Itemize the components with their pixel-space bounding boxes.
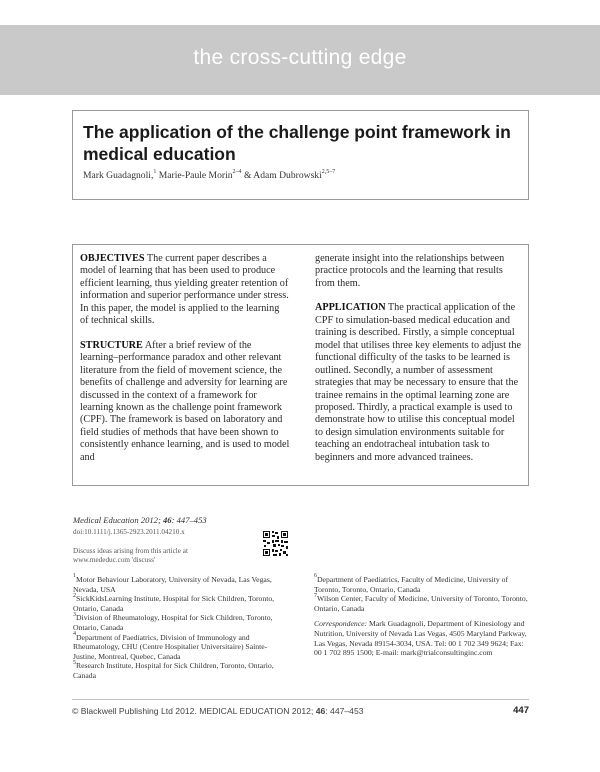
affiliation-marker: 4 <box>73 631 76 637</box>
discuss-line-1: Discuss ideas arising from this article at <box>73 547 188 555</box>
author-affiliation-marker: 2,5–7 <box>321 168 336 175</box>
qr-code-icon[interactable] <box>262 530 289 557</box>
discuss-note <box>73 547 263 565</box>
journal-year: 2012; <box>138 515 163 525</box>
affiliation <box>73 575 285 594</box>
application-heading: APPLICATION <box>315 302 386 314</box>
journal-citation <box>73 515 263 565</box>
affiliation-marker: 3 <box>73 611 76 618</box>
affiliation-marker: 6 <box>314 573 317 580</box>
abstract-application <box>315 302 525 464</box>
footer-volume: 46 <box>315 706 326 716</box>
correspondence <box>314 619 529 657</box>
affiliation <box>314 594 529 613</box>
affiliation <box>73 661 285 680</box>
journal-name: Medical Education <box>73 515 139 525</box>
affiliation-text: SickKidsLearning Institute, Hospital for Sick Children, Toronto, Ontario, Canada <box>73 594 275 613</box>
author-list <box>83 170 523 181</box>
affiliation-text: Department of Paediatrics, Division of Immunology and Rheumatology, CHU (Centre Hospitalier Universitaire) Sainte-Justine, Montreal, Quebec, Canada <box>73 632 268 661</box>
section-banner <box>0 25 600 95</box>
structure-continued: generate insight into the relationships between practice protocols and the learning that results from them. <box>315 253 505 289</box>
page-number: 447 <box>513 705 529 716</box>
author-name: Mark Guadagnoli, <box>83 170 154 181</box>
affiliation-text: Wilson Center, Faculty of Medicine, University of Toronto, Toronto, Ontario, Canada <box>314 594 528 613</box>
affiliation-text: Department of Paediatrics, Faculty of Medicine, University of Toronto, Toronto, Ontario, Canada <box>314 575 509 594</box>
journal-reference <box>73 515 263 526</box>
copyright-text: © Blackwell Publishing Ltd 2012. MEDICAL EDUCATION 2012; <box>72 706 316 716</box>
correspondence-text: Mark Guadagnoli, Department of Kinesiology and Nutrition, University of Nevada Las Vegas, 4505 Maryland Parkway, Las Vegas, Nevada 89154-3034, USA. Tel: 00 1 702 349 9624; Fax: 00 1 702 895 1500; E-mail: mark@trialconsultinginc.com <box>314 619 527 658</box>
abstract-column-right <box>315 253 525 476</box>
section-title: the cross-cutting edge <box>193 46 407 69</box>
abstract-structure <box>80 340 290 465</box>
article-title: The application of the challenge point framework in medical education <box>83 122 511 164</box>
footer-divider <box>72 699 529 700</box>
affiliation-marker: 7 <box>314 592 317 599</box>
affiliation-marker: 5 <box>73 659 76 666</box>
application-text: The practical application of the CPF to simulation-based medical education and training is described. Firstly, a simple conceptual model that utilises three key elements to adjust the functional difficulty of the tasks to be learned is outlined. Secondly, a number of assessment strategies that may be necessary to ensure that the trainee remains in the optimal learning zone are proposed. Thirdly, a practical example is used to demonstrate how to utilise this conceptual model to design simulation environments suitable for teaching an endotracheal intubation task to beginners and more advanced trainees. <box>315 302 521 463</box>
doi[interactable]: doi:10.1111/j.1365-2923.2011.04210.x <box>73 528 185 536</box>
affiliation <box>314 575 529 594</box>
affiliation-text: Motor Behaviour Laboratory, University of Nevada, Las Vegas, Nevada, USA <box>73 575 272 594</box>
footer-copyright <box>72 706 364 716</box>
author-name: Marie-Paule Morin <box>156 170 233 181</box>
abstract-column-left <box>80 253 290 476</box>
affiliation-text: Division of Rheumatology, Hospital for Sick Children, Toronto, Ontario, Canada <box>73 613 273 632</box>
objectives-heading: OBJECTIVES <box>80 253 145 264</box>
author-affiliation-marker: 2–4 <box>232 168 242 175</box>
correspondence-label: Correspondence: <box>314 619 368 629</box>
affiliation <box>73 633 285 662</box>
author-affiliation-marker: 1 <box>153 168 157 175</box>
affiliation <box>73 613 285 632</box>
affiliations-right <box>314 575 529 658</box>
affiliation <box>73 594 285 613</box>
affiliation-text: Research Institute, Hospital for Sick Children, Toronto, Ontario, Canada <box>73 661 274 680</box>
discuss-link[interactable]: www.mededuc.com 'discuss' <box>73 556 156 564</box>
structure-text: After a brief review of the learning–performance paradox and other relevant literature from the field of movement science, the benefits of challenge and adversity for learning are discussed in the context of a framework for learning known as the challenge point framework (CPF). The framework is based on laboratory and field studies of methods that have been shown to consistently enhance learning, and is used to model and <box>80 339 290 463</box>
abstract-objectives <box>80 253 290 328</box>
objectives-text: The current paper describes a model of learning that has been used to produce efficient learning, thus yielding greater retention of information and superior performance under stress. In this paper, the model is applied to the learning of technical skills. <box>80 253 289 327</box>
affiliations-left <box>73 575 285 681</box>
affiliation-marker: 2 <box>73 592 76 599</box>
journal-volume: 46 <box>163 515 172 525</box>
affiliation-marker: 1 <box>73 573 76 580</box>
footer-pages: : 447–453 <box>325 706 364 716</box>
journal-pages: : 447–453 <box>171 515 207 525</box>
author-name: & Adam Dubrowski <box>241 170 322 181</box>
structure-heading: STRUCTURE <box>80 339 143 351</box>
